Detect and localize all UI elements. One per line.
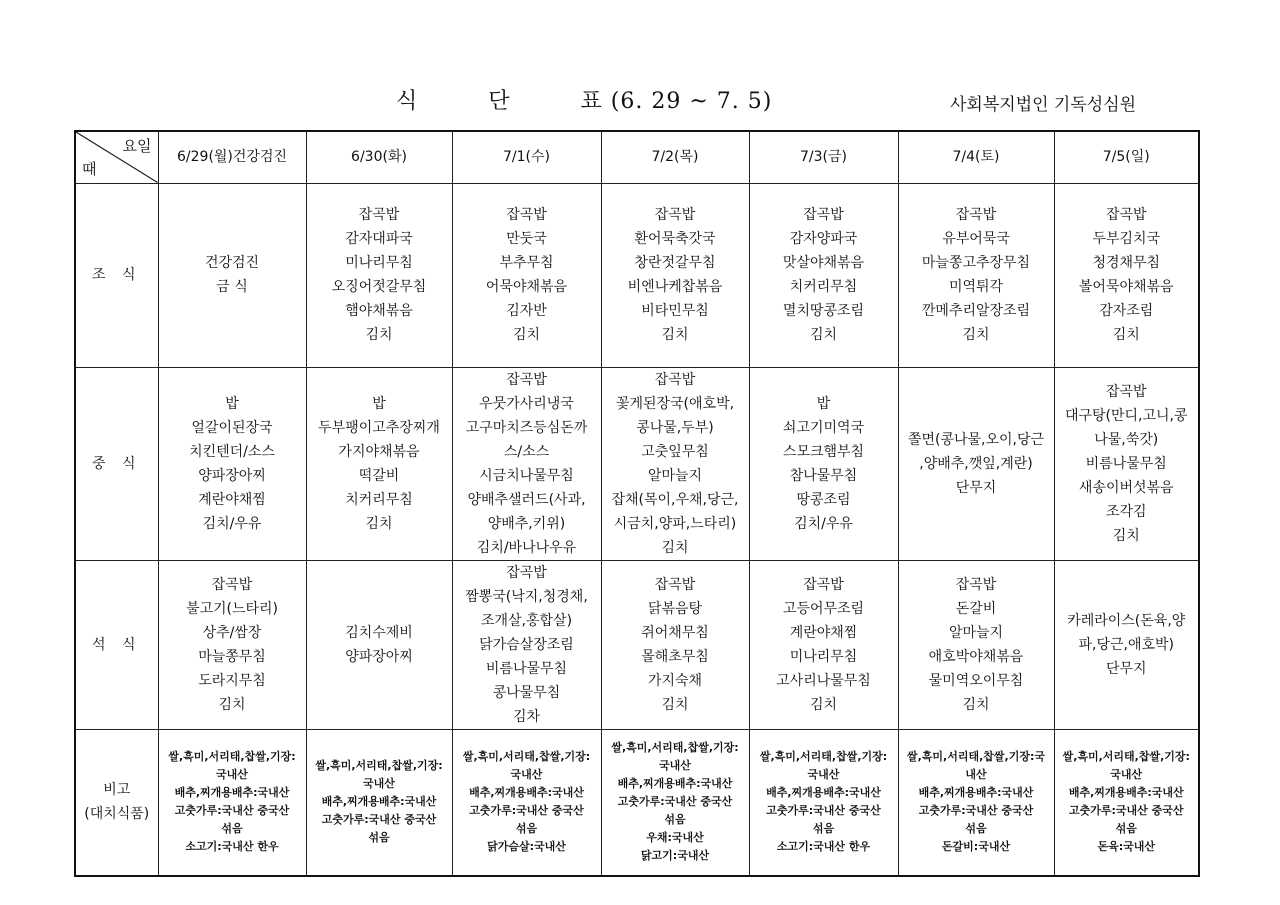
menu-item: 쫄면(콩나물,오이,당근 [907, 431, 1045, 448]
menu-item: 잡채(목이,우채,당근, [611, 491, 739, 508]
origin-note: 배추,찌개용배추:국내산 [321, 795, 437, 809]
menu-cell [158, 367, 306, 560]
menu-item: 콩나물,두부) [636, 419, 714, 436]
menu-item: 카레라이스(돈육,양 [1067, 612, 1186, 629]
menu-item: 감자양파국 [789, 231, 858, 247]
menu-item: 건강검진 [204, 255, 260, 271]
menu-item: 햄야채볶음 [345, 303, 413, 319]
menu-item: 멸치땅콩조림 [782, 303, 865, 319]
menu-item: 치커리무침 [345, 491, 413, 508]
menu-item: 고사리나물무침 [776, 672, 871, 689]
notes-label: 비고 (대치식품) [75, 729, 158, 876]
menu-item: 감자대파국 [345, 231, 413, 247]
menu-item: 새송이버섯볶음 [1078, 479, 1174, 496]
menu-item: 양배추,키위) [487, 515, 566, 532]
menu-item: 쇠고기미역국 [782, 419, 865, 436]
origin-note: 쌀,흑미,서리태,찹쌀,기장: [168, 750, 296, 764]
menu-item: 잡곡밥 [506, 371, 547, 388]
notes-cell [1054, 729, 1199, 876]
menu-cell [601, 183, 749, 367]
menu-item: 고구마치즈등심돈까 [465, 419, 588, 436]
origin-note: 국내산 [216, 768, 248, 782]
menu-item: 파,당근,애호박) [1078, 636, 1174, 653]
corner-label-meal: 때 [82, 159, 97, 178]
origin-note: 배추,찌개용배추:국내산 [766, 786, 881, 800]
origin-note: 섞음 [515, 822, 538, 836]
origin-note: 배추,찌개용배추:국내산 [174, 786, 290, 800]
menu-item: 얼갈이된장국 [191, 419, 273, 436]
origin-note: 닭가슴살:국내산 [487, 840, 566, 854]
origin-note: 국내산 [363, 777, 395, 791]
menu-cell [749, 183, 898, 367]
day-header: 7/4(토) [898, 131, 1054, 183]
menu-item: 몰해초무침 [641, 648, 709, 665]
menu-item: 비엔나케찹볶음 [627, 279, 723, 295]
origin-note: 돈갈비:국내산 [941, 840, 1011, 854]
menu-item: 김치 [218, 696, 246, 713]
menu-item: 양배추샐러드(사과, [467, 491, 586, 508]
menu-item: 단무지 [955, 479, 997, 496]
origin-note: 섞음 [221, 822, 243, 836]
menu-cell [898, 183, 1054, 367]
menu-item: 밥 [225, 395, 239, 412]
menu-item: 김치 [661, 539, 689, 556]
menu-item: 콩나물무침 [492, 684, 561, 701]
menu-cell [898, 560, 1054, 729]
menu-item: 양파장아찌 [198, 467, 266, 484]
menu-item: 김치 [1112, 327, 1140, 343]
menu-item: 잡곡밥 [654, 371, 696, 388]
header-row [75, 131, 1199, 183]
organization-name: 사회복지법인 기독성심원 [950, 95, 1137, 115]
menu-item: 도라지무침 [198, 672, 266, 689]
menu-item: 알마늘지 [948, 624, 1004, 641]
origin-note: 쌀,흑미,서리태,찹쌀,기장: [462, 750, 591, 764]
origin-note: 고춧가루:국내산 중국산 [174, 804, 290, 818]
menu-item: 치킨텐더/소스 [189, 443, 275, 460]
menu-item: 알마늘지 [647, 467, 703, 484]
menu-item: 김치 [365, 515, 393, 532]
title-char-3: 표 (6. 29 ~ 7. 5) [580, 89, 773, 114]
menu-item: 땅콩조림 [796, 491, 851, 508]
menu-item: 쥐어채무침 [641, 624, 709, 641]
menu-item: 미나리무침 [345, 255, 413, 271]
menu-item: 김치 [962, 327, 990, 343]
origin-note: 쌀,흑미,서리태,찹쌀,기장: [1062, 750, 1190, 764]
menu-item: 조개살,홍합살) [480, 612, 573, 629]
meal-label: 중 식 [75, 367, 158, 560]
menu-cell [749, 560, 898, 729]
menu-item: 고춧잎무침 [641, 443, 709, 460]
meal-label: 조 식 [75, 183, 158, 367]
menu-item: 잡곡밥 [803, 207, 844, 223]
menu-item: 김치 [1112, 527, 1140, 544]
menu-item: 마늘쫑고추장무침 [921, 255, 1031, 271]
menu-item: 물미역오이무침 [928, 672, 1024, 689]
menu-item: 잡곡밥 [211, 576, 253, 593]
menu-item: 감자조림 [1099, 303, 1154, 319]
origin-note: 국내산 [807, 768, 840, 782]
menu-cell [452, 560, 601, 729]
menu-item: 참나물무침 [789, 467, 858, 484]
notes-cell [158, 729, 306, 876]
menu-cell [452, 367, 601, 560]
menu-item: 계란야채찜 [198, 491, 266, 508]
menu-item: 잡곡밥 [1105, 383, 1147, 400]
menu-item: 고등어무조림 [782, 600, 865, 617]
menu-item: 김자반 [506, 303, 547, 319]
menu-item: 잡곡밥 [506, 207, 547, 223]
menu-item: 오징어젓갈무침 [331, 279, 427, 295]
menu-cell [158, 560, 306, 729]
menu-item: 가지숙채 [647, 672, 703, 689]
menu-item: 잡곡밥 [955, 207, 997, 223]
menu-cell [452, 183, 601, 367]
menu-item: 어묵야채볶음 [485, 279, 568, 295]
menu-item: 김치수제비 [345, 624, 413, 641]
menu-item: 상추/쌈장 [202, 624, 262, 641]
menu-item: 두부팽이고추장찌개 [318, 419, 440, 436]
origin-note: 돈육:국내산 [1097, 840, 1156, 854]
menu-cell [1054, 560, 1199, 729]
origin-note: 소고기:국내산 한우 [776, 840, 871, 854]
notes-row [75, 729, 1199, 876]
menu-item: 조각김 [1105, 503, 1147, 520]
origin-note: 쌀,흑미,서리태,찹쌀,기장: [759, 750, 888, 764]
origin-note: 섞음 [812, 822, 835, 836]
menu-item: 스모크햄부침 [782, 443, 865, 460]
meal-row-dinner [75, 560, 1199, 729]
title-char-2: 단 [488, 89, 511, 114]
notes-cell [898, 729, 1054, 876]
menu-item: 비타민무침 [641, 303, 709, 319]
menu-item: 계란야채찜 [789, 624, 858, 641]
menu-item: 두부김치국 [1092, 231, 1161, 247]
origin-note: 섞음 [368, 831, 390, 845]
menu-cell [158, 183, 306, 367]
origin-note: 섞음 [1115, 822, 1137, 836]
menu-item: 닭볶음탕 [647, 600, 703, 617]
menu-item: 잡곡밥 [1105, 207, 1147, 223]
origin-note: 쌀,흑미,서리태,찹쌀,기장:국 [907, 750, 1045, 764]
menu-item: 잡곡밥 [358, 207, 400, 223]
origin-note: 고춧가루:국내산 중국산 [918, 804, 1034, 818]
menu-item: 볼어묵야채볶음 [1078, 279, 1174, 295]
meal-row-lunch [75, 367, 1199, 560]
menu-item: 잡곡밥 [654, 576, 696, 593]
origin-note: 고춧가루:국내산 중국산 [321, 813, 437, 827]
menu-item: 불고기(느타리) [185, 600, 279, 617]
corner-cell [75, 131, 158, 183]
origin-note: 고춧가루:국내산 중국산 [766, 804, 881, 818]
origin-note: 국내산 [659, 759, 691, 773]
menu-item: 청경채무침 [1092, 255, 1161, 271]
menu-item: 밥 [816, 395, 831, 412]
origin-note: 섞음 [965, 822, 987, 836]
menu-item: 김치 [512, 327, 541, 343]
menu-item: 대구탕(만디,고니,콩 [1064, 407, 1188, 424]
menu-cell [306, 560, 452, 729]
menu-item: 마늘쫑무침 [198, 648, 266, 665]
menu-item: 부추무침 [499, 255, 554, 271]
origin-note: 배추,찌개용배추:국내산 [1068, 786, 1184, 800]
menu-item: 깐메추리알장조림 [921, 303, 1031, 319]
origin-note: 내산 [965, 768, 987, 782]
menu-cell [898, 367, 1054, 560]
menu-cell [1054, 367, 1199, 560]
day-header: 7/3(금) [749, 131, 898, 183]
menu-item: 애호박야채볶음 [928, 648, 1024, 665]
day-header: 6/30(화) [306, 131, 452, 183]
menu-item: 미나리무침 [789, 648, 858, 665]
origin-note: 섞음 [664, 813, 686, 827]
menu-item: 잡곡밥 [803, 576, 844, 593]
menu-item: 치커리무침 [789, 279, 858, 295]
menu-item: 김치 [962, 696, 990, 713]
origin-note: 고춧가루:국내산 중국산 [1069, 804, 1184, 818]
day-header: 7/2(목) [601, 131, 749, 183]
menu-item: 단무지 [1105, 660, 1147, 677]
menu-item: 밥 [372, 395, 386, 412]
origin-note: 국내산 [1110, 768, 1143, 782]
menu-item: 김치 [661, 327, 689, 343]
notes-cell [306, 729, 452, 876]
menu-cell [601, 560, 749, 729]
notes-cell [601, 729, 749, 876]
origin-note: 우채:국내산 [646, 831, 704, 845]
menu-cell [306, 183, 452, 367]
menu-item: 우뭇가사리냉국 [479, 395, 574, 412]
meal-label: 석 식 [75, 560, 158, 729]
menu-item: 시금치,양파,느타리) [613, 515, 737, 532]
menu-item: 환어묵축갓국 [634, 231, 716, 247]
menu-item: ,양배추,깻잎,계란) [919, 455, 1033, 472]
menu-item: 시금치나물무침 [479, 467, 574, 484]
menu-item: 김치/우유 [794, 515, 853, 532]
menu-item: 잡곡밥 [506, 564, 547, 581]
menu-item: 짬뽕국(낙지,청경채, [465, 588, 588, 605]
day-header: 7/1(수) [452, 131, 601, 183]
menu-item: 김차 [512, 708, 541, 725]
menu-item: 꽃게된장국(애호박, [615, 395, 735, 412]
menu-item: 김치 [365, 327, 393, 343]
origin-note: 국내산 [510, 768, 543, 782]
origin-note: 배추,찌개용배추:국내산 [617, 777, 733, 791]
menu-table [74, 130, 1200, 877]
notes-cell [452, 729, 601, 876]
notes-cell [749, 729, 898, 876]
menu-item: 나물,쑥갓) [1094, 431, 1159, 448]
origin-note: 소고기:국내산 한우 [185, 840, 279, 854]
origin-note: 배추,찌개용배추:국내산 [469, 786, 584, 800]
menu-item: 김치/우유 [202, 515, 262, 532]
menu-cell [749, 367, 898, 560]
title-char-1: 식 [396, 89, 419, 114]
menu-item: 비름나물무침 [1085, 455, 1167, 472]
origin-note: 쌀,흑미,서리태,찹쌀,기장: [611, 741, 739, 755]
menu-item: 유부어묵국 [942, 231, 1010, 247]
origin-note: 고춧가루:국내산 중국산 [469, 804, 584, 818]
meal-row-breakfast [75, 183, 1199, 367]
day-header: 6/29(월)건강검진 [158, 131, 306, 183]
menu-item: 미역튀각 [948, 279, 1004, 295]
menu-item: 닭가슴살장조림 [479, 636, 574, 653]
menu-item: 맛살야채볶음 [782, 255, 865, 271]
menu-item: 가지야채볶음 [338, 443, 420, 460]
page-title [396, 84, 772, 115]
menu-item: 비름나물무침 [485, 660, 568, 677]
corner-label-day: 요일 [122, 137, 152, 155]
menu-item: 스/소스 [503, 443, 550, 460]
menu-item: 김치 [809, 327, 838, 343]
menu-item: 김치 [661, 696, 689, 713]
menu-item: 잡곡밥 [654, 207, 696, 223]
menu-item: 잡곡밥 [955, 576, 997, 593]
origin-note: 배추,찌개용배추:국내산 [918, 786, 1034, 800]
menu-item: 김치 [809, 696, 838, 713]
menu-item: 창란젓갈무침 [634, 255, 716, 271]
menu-cell [601, 367, 749, 560]
day-header: 7/5(일) [1054, 131, 1199, 183]
menu-item: 김치/바나나우유 [476, 539, 577, 556]
origin-note: 쌀,흑미,서리태,찹쌀,기장: [315, 759, 443, 773]
menu-item: 떡갈비 [358, 467, 400, 484]
origin-note: 닭고기:국내산 [640, 849, 710, 863]
menu-cell [1054, 183, 1199, 367]
menu-item: 금 식 [216, 279, 248, 295]
origin-note: 고춧가루:국내산 중국산 [617, 795, 733, 809]
menu-item: 돈갈비 [955, 600, 997, 617]
menu-item: 양파장아찌 [345, 648, 413, 665]
menu-cell [306, 367, 452, 560]
menu-item: 만둣국 [506, 231, 547, 247]
